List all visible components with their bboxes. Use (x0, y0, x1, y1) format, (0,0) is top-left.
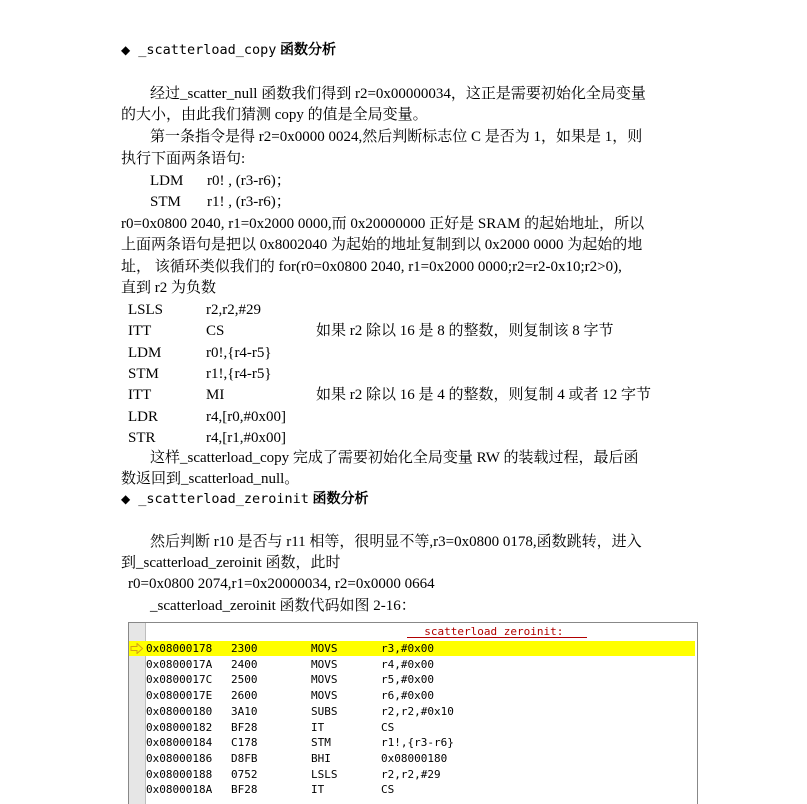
instruction-address: 0x08000180 (146, 704, 213, 718)
instruction-address: 0x0800017A (146, 657, 213, 671)
instruction-opcode: STM (311, 736, 331, 750)
figure-caption: _scatterload_zeroinit 函数代码如图 2-16： (150, 598, 416, 614)
asm-operands: MI (206, 387, 225, 403)
asm-operands: r0!,{r4-r5} (206, 345, 272, 361)
disassembly-row-current[interactable] (129, 641, 695, 656)
instruction-address: 0x08000182 (146, 720, 213, 734)
asm-operands: r4,[r0,#0x00] (206, 409, 286, 425)
diamond-bullet-icon: ◆ (121, 492, 131, 506)
instruction-opcode: IT (311, 720, 325, 734)
disassembly-row[interactable] (129, 688, 695, 703)
asm-opcode: STM (150, 194, 181, 210)
instruction-hex: 0752 (231, 767, 258, 781)
disassembly-row[interactable] (129, 657, 695, 672)
asm-opcode: LDR (128, 409, 158, 425)
asm-comment: 如果 r2 除以 16 是 8 的整数，则复制该 8 字节 (316, 323, 614, 339)
asm-operands: r1! , (r3-r6)； (207, 194, 291, 210)
instruction-address: 0x0800017E (146, 689, 213, 703)
asm-opcode: ITT (128, 323, 152, 339)
instruction-hex: BF28 (231, 720, 258, 734)
disassembly-row[interactable] (129, 767, 695, 782)
instruction-operands: r2,r2,#29 (381, 767, 441, 781)
current-instruction-arrow-icon (130, 643, 143, 654)
instruction-hex: 3A10 (231, 704, 258, 718)
asm-opcode: STR (128, 430, 156, 446)
asm-opcode: LDM (128, 345, 162, 361)
disassembly-row[interactable] (129, 735, 695, 750)
paragraph-line: 址， 该循环类似我们的 for(r0=0x0800 2040, r1=0x2000 0000;r2=r2-0x10;r2>0), (121, 259, 622, 275)
asm-operands: r4,[r1,#0x00] (206, 430, 286, 446)
instruction-hex: 2600 (231, 689, 258, 703)
asm-opcode: LDM (150, 173, 184, 189)
instruction-opcode: MOVS (311, 673, 338, 687)
paragraph-line: 数返回到_scatterload_null。 (121, 471, 300, 487)
section-title-text: 函数分析 (280, 42, 337, 58)
asm-operands: CS (206, 323, 225, 339)
asm-opcode: STM (128, 366, 159, 382)
instruction-operands: CS (381, 783, 395, 797)
instruction-hex: 2400 (231, 657, 258, 671)
disassembly-row[interactable] (129, 782, 695, 797)
instruction-opcode: MOVS (311, 689, 338, 703)
paragraph-line: 到_scatterload_zeroinit 函数，此时 (121, 555, 341, 571)
instruction-operands: r1!,{r3-r6} (381, 736, 454, 750)
instruction-opcode: MOVS (311, 657, 338, 671)
paragraph-line: 上面两条语句是把以 0x8002040 为起始的地址复制到以 0x2000 0000 为起始的地 (121, 237, 643, 253)
paragraph-line: 这样_scatterload_copy 完成了需要初始化全局变量 RW 的装载过程，最后函 (150, 450, 639, 466)
instruction-operands: r6,#0x00 (381, 689, 434, 703)
instruction-operands: r2,r2,#0x10 (381, 704, 454, 718)
asm-comment: 如果 r2 除以 16 是 4 的整数，则复制 4 或者 12 字节 (316, 387, 651, 403)
disassembly-row[interactable] (129, 751, 695, 766)
instruction-hex: D8FB (231, 751, 258, 765)
instruction-address: 0x0800017C (146, 673, 213, 687)
asm-operands: r1!,{r4-r5} (206, 366, 272, 382)
disassembly-row[interactable] (129, 704, 695, 719)
instruction-address: 0x08000188 (146, 767, 213, 781)
disassembly-row[interactable] (129, 672, 695, 687)
instruction-opcode: BHI (311, 751, 331, 765)
section-heading-scatterload-copy (121, 40, 336, 60)
disassembly-row[interactable] (129, 720, 695, 735)
asm-operands: r0! , (r3-r6)； (207, 173, 291, 189)
asm-opcode: ITT (128, 387, 152, 403)
instruction-operands: CS (381, 720, 395, 734)
instruction-operands: 0x08000180 (381, 751, 448, 765)
paragraph-line: 直到 r2 为负数 (121, 280, 216, 296)
instruction-operands: r3,#0x00 (381, 642, 434, 655)
instruction-operands: r5,#0x00 (381, 673, 434, 687)
function-label: __scatterload_zeroinit: (411, 625, 564, 638)
paragraph-line: r0=0x0800 2074,r1=0x20000034, r2=0x0000 0664 (128, 576, 435, 592)
paragraph-line: 然后判断 r10 是否与 r11 相等，很明显不等,r3=0x0800 0178,函数跳转，进入 (150, 534, 642, 550)
instruction-address: 0x08000186 (146, 751, 213, 765)
instruction-opcode: LSLS (311, 767, 338, 781)
section-heading-scatterload-zeroinit (121, 489, 369, 509)
instruction-opcode: SUBS (311, 704, 338, 718)
instruction-address: 0x08000178 (146, 642, 213, 655)
instruction-hex: 2500 (231, 673, 258, 687)
asm-opcode: LSLS (128, 302, 164, 318)
section-title-text: 函数分析 (312, 491, 369, 507)
function-label-underline (407, 637, 587, 638)
instruction-address: 0x08000184 (146, 736, 213, 750)
section-function-name: _scatterload_copy (138, 42, 277, 58)
asm-operands: r2,r2,#29 (206, 302, 261, 318)
paragraph-line: 的大小，由此我们猜测 copy 的值是全局变量。 (121, 107, 428, 123)
instruction-hex: C178 (231, 736, 258, 750)
disassembly-listing (128, 622, 698, 804)
paragraph-line: 第一条指令是得 r2=0x0000 0024,然后判断标志位 C 是否为 1，如果是 1，则 (150, 129, 643, 145)
paragraph-line: 经过_scatter_null 函数我们得到 r2=0x00000034，这正是需要初始化全局变量 (150, 86, 646, 102)
paragraph-line: 执行下面两条语句: (121, 151, 246, 167)
paragraph-line: r0=0x0800 2040, r1=0x2000 0000,而 0x20000000 正好是 SRAM 的起始地址，所以 (121, 216, 645, 232)
instruction-operands: r4,#0x00 (381, 657, 434, 671)
section-function-name: _scatterload_zeroinit (138, 491, 309, 507)
instruction-hex: 2300 (231, 642, 258, 655)
instruction-address: 0x0800018A (146, 783, 213, 797)
diamond-bullet-icon: ◆ (121, 43, 131, 57)
instruction-opcode: IT (311, 783, 325, 797)
instruction-opcode: MOVS (311, 642, 338, 655)
instruction-hex: BF28 (231, 783, 258, 797)
